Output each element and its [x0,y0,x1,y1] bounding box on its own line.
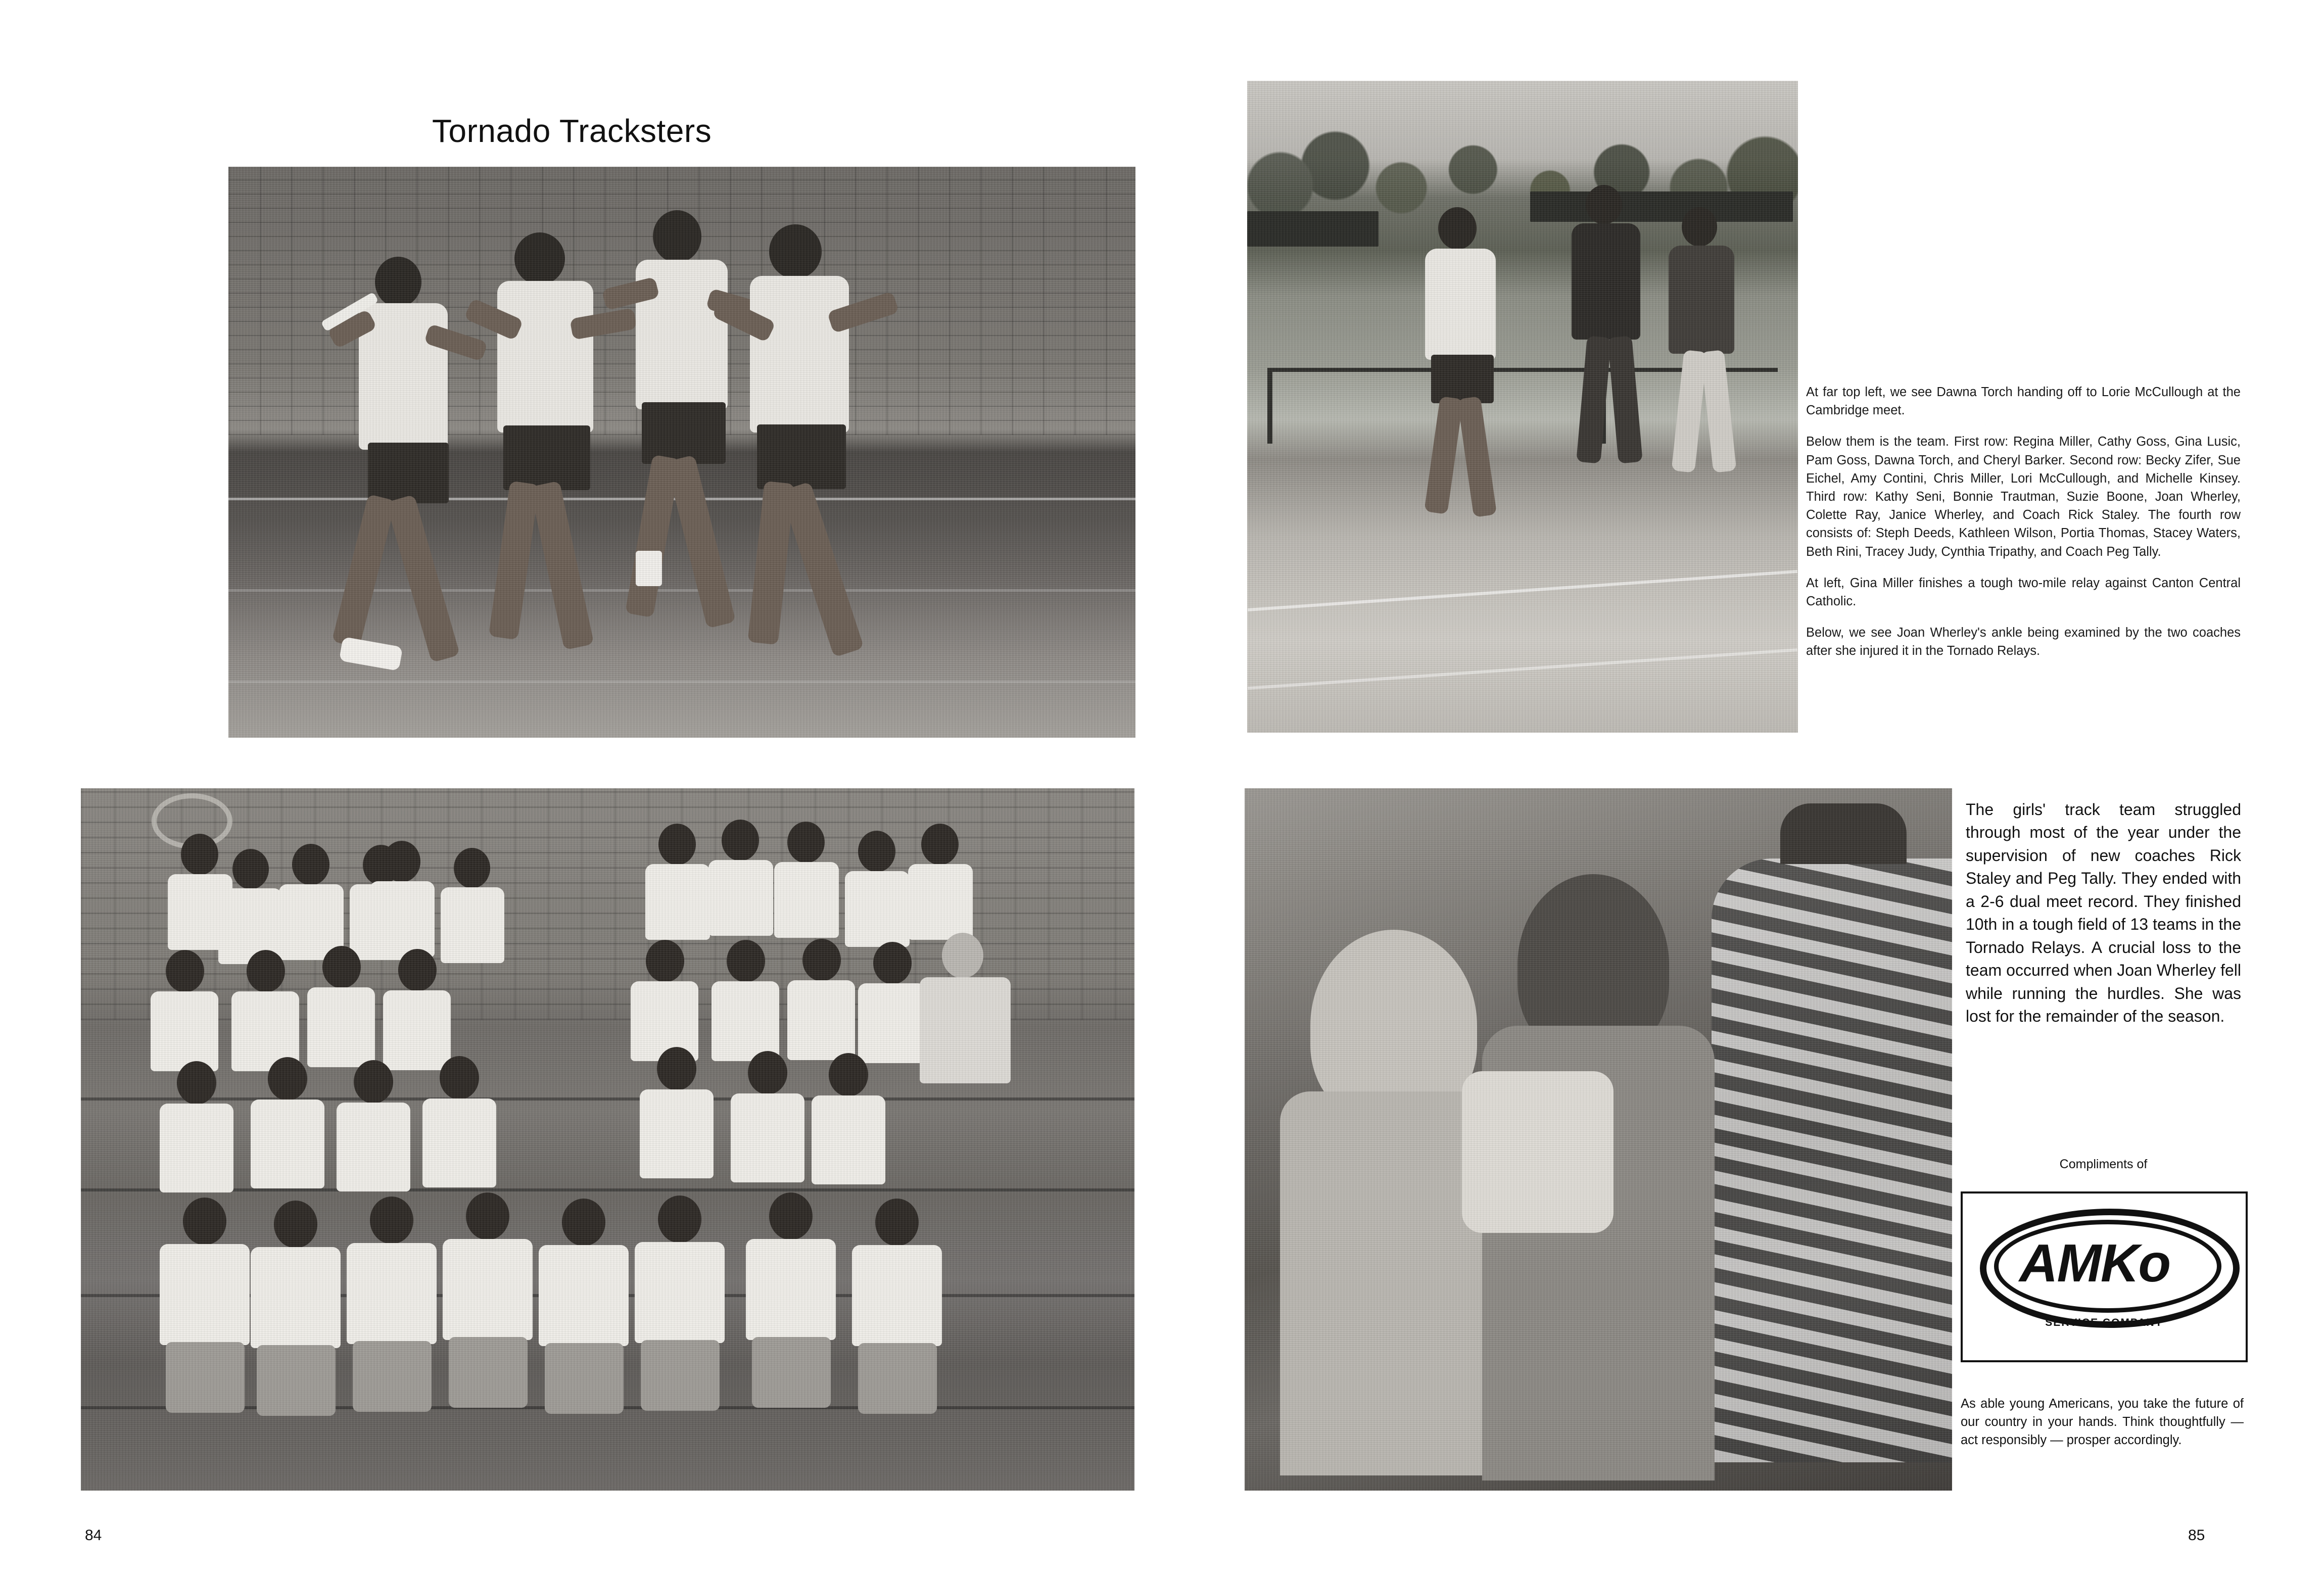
compliments-of-label: Compliments of [2059,1157,2148,1171]
page-number-left: 84 [85,1527,102,1544]
photo-grain [228,167,1135,738]
caption-paragraph: At left, Gina Miller finishes a tough two-mile relay against Canton Central Catholic. [1806,576,2241,609]
page-number-right: 85 [2188,1527,2205,1544]
caption-paragraph: Below, we see Joan Wherley's ankle being examined by the two coaches after she injured it in the Tornado Relays. [1806,626,2241,658]
season-summary-text: The girls' track team struggled through most of the year under the supervision of new coaches Rick Staley and Peg Tally. They ended with a 2-6 dual meet record. They finished 10th in a tough field of 13 teams in the Tornado Relays. A crucial loss to the team occurred when Joan Wherley fell while running the hurdles. She was lost for the remainder of the season. [1966,800,2241,1025]
photo-ankle-exam [1245,788,1952,1491]
photo-cambridge-meet [1247,81,1798,733]
photo-team-group [81,788,1134,1491]
logo-subtitle: SERVICE COMPANY [2045,1317,2163,1328]
logo-wordmark: AMKo [2019,1233,2170,1293]
photo-relay-handoff [228,167,1135,738]
advertisement-footer-text: As able young Americans, you take the future of our country in your hands. Think thoughtfully — act responsibly — prosper accordingly. [1961,1397,2244,1448]
photo-grain [81,788,1134,1491]
page-title: Tornado Tracksters [432,113,712,149]
caption-paragraph: Below them is the team. First row: Regina Miller, Cathy Goss, Gina Lusic, Pam Goss, Dawna Torch, and Cheryl Barker. Second row: Becky Zifer, Sue Eichel, Amy Contini, Chris Miller, Lori McCullough, and Michelle Kinsey. Third row: Kathy Seni, Bonnie Trautman, Suzie Boone, Joan Wherley, Colette Ray, Janice Wherley, and Coach Rick Staley. The fourth row consists of: Steph Deeds, Kathleen Wilson, Portia Thomas, Stacey Waters, Beth Rini, Tracey Judy, Cynthia Tripathy, and Coach Peg Tally. [1806,435,2241,559]
advertisement-logo-box [1961,1191,2248,1362]
caption-paragraph: At far top left, we see Dawna Torch handing off to Lorie McCullough at the Cambridge meet. [1806,385,2241,418]
photo-grain [1247,81,1798,733]
photo-captions-block [1806,383,2241,660]
photo-grain [1245,788,1952,1491]
